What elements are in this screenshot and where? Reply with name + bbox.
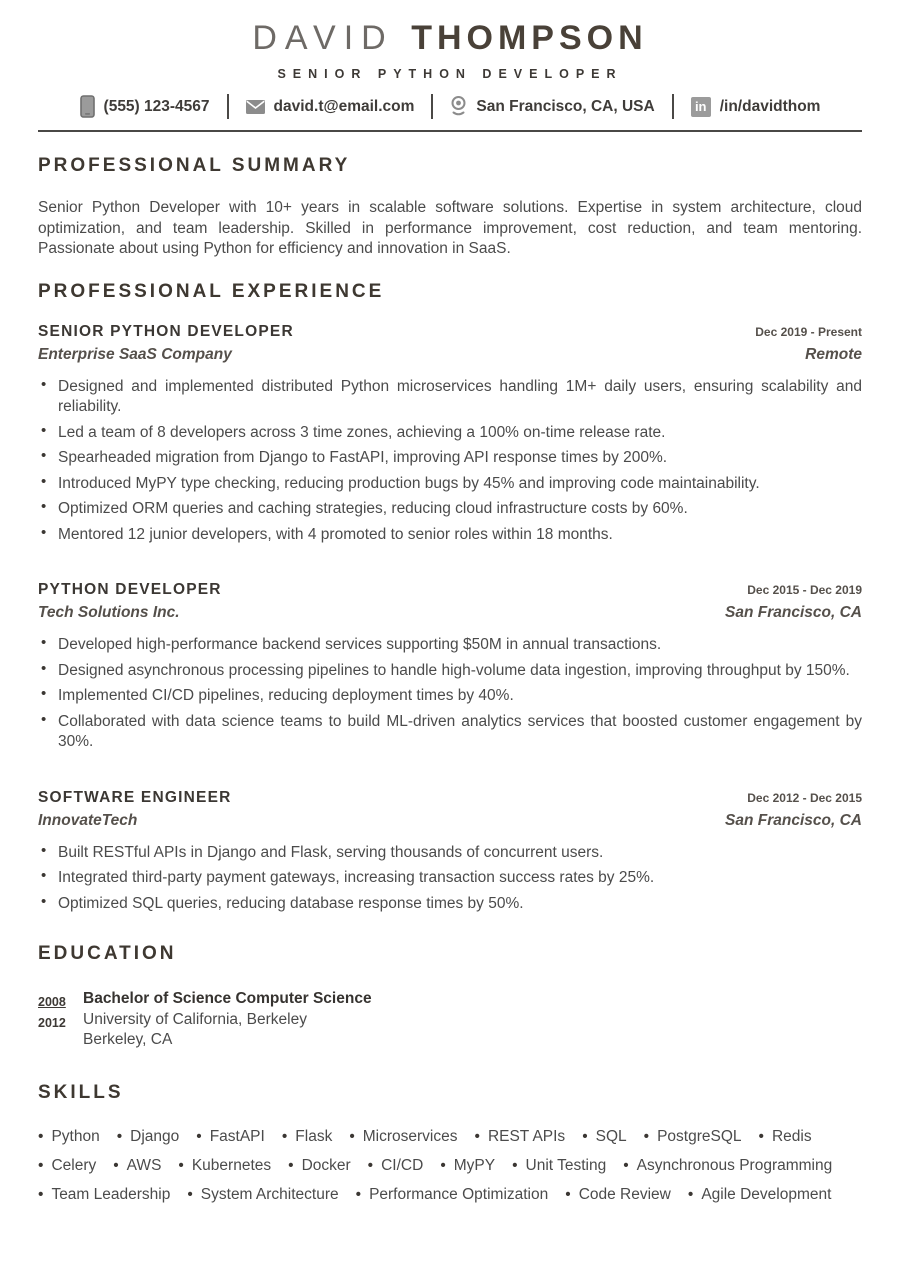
contact-divider [431,94,433,119]
education-degree: Bachelor of Science Computer Science [83,990,372,1007]
job-company: Tech Solutions Inc. [38,604,180,621]
candidate-last-name: THOMPSON [411,19,648,57]
candidate-first-name: DAVID [252,19,394,57]
job-bullet: • Introduced MyPY type checking, reducing production bugs by 45% and improving code maintainability. [38,474,862,495]
job-bullet: • Designed asynchronous processing pipelines to handle high-volume data ingestion, improving throughput by 150%. [38,661,862,682]
skill-item: • Python [38,1128,100,1146]
skill-item: • MyPY [440,1157,495,1175]
location-pin-icon [450,95,467,118]
education-start-year: 2008 [38,995,66,1009]
envelope-icon [246,100,265,114]
education-heading: EDUCATION [38,943,177,964]
skill-item: • Performance Optimization [356,1186,549,1204]
email-address: david.t@email.com [273,97,415,115]
job-company: InnovateTech [38,811,138,829]
header-divider-line [38,130,862,132]
section-skills [38,1082,862,1204]
education-details [83,989,372,1051]
skill-item: • Unit Testing [512,1157,606,1175]
job-bullet-list [38,635,862,753]
skill-item: • Docker [288,1157,351,1175]
job-bullet: • Optimized SQL queries, reducing database response times by 50%. [38,894,862,915]
job-bullet: • Collaborated with data science teams to build ML-driven analytics services that boosted customer engagement by 30%. [38,712,862,753]
job-bullet: • Implemented CI/CD pipelines, reducing deployment times by 40%. [38,686,862,707]
section-education [38,943,862,1051]
skill-item: • Redis [759,1128,812,1146]
job-title: SOFTWARE ENGINEER [38,788,232,806]
skill-item: • Agile Development [688,1186,832,1204]
job-entry [38,581,862,753]
skills-list [38,1128,862,1204]
job-company: Enterprise SaaS Company [38,345,232,363]
job-title: SENIOR PYTHON DEVELOPER [38,322,294,340]
job-subheader-row [38,346,862,364]
skill-item: • Celery [38,1157,96,1175]
education-entry [38,989,862,1051]
contact-phone [80,95,210,118]
job-header-row [38,323,862,341]
phone-icon [80,95,95,118]
skill-item: • Kubernetes [178,1157,271,1175]
job-dates: Dec 2019 - Present [755,324,862,339]
summary-text: Senior Python Developer with 10+ years in scalable software solutions. Expertise in system architecture, cloud optimization, and team leadership. Skilled in performance improvement, cost reduction, and team mentoring. Passionate about using Python for efficiency and innovation in SaaS. [38,199,862,257]
candidate-job-title: SENIOR PYTHON DEVELOPER [277,67,623,81]
job-title: PYTHON DEVELOPER [38,581,222,598]
candidate-name [38,18,862,58]
job-bullet-list [38,843,862,915]
job-location: San Francisco, CA [725,811,862,829]
linkedin-icon: in [691,97,711,117]
skill-item: • Django [117,1128,180,1146]
job-subheader-row [38,604,862,622]
skill-item: • REST APIs [475,1128,566,1146]
linkedin-handle: /in/davidthom [719,97,821,115]
education-school: University of California, Berkeley [83,1010,307,1028]
contact-location [450,95,654,118]
skill-item: • Team Leadership [38,1186,170,1204]
job-bullet-list [38,377,862,546]
skill-item: • Asynchronous Programming [623,1157,832,1175]
education-years [38,989,70,1051]
job-bullet: • Developed high-performance backend services supporting $50M in annual transactions. [38,635,862,656]
summary-heading: PROFESSIONAL SUMMARY [38,155,351,176]
section-professional-experience [38,281,862,915]
skills-heading: SKILLS [38,1081,124,1103]
job-location: Remote [805,345,862,363]
job-location: San Francisco, CA [725,604,862,621]
job-header-row [38,789,862,807]
education-location: Berkeley, CA [83,1031,173,1048]
contact-divider [227,94,229,119]
job-bullet: • Optimized ORM queries and caching strategies, reducing cloud infrastructure costs by 60%. [38,499,862,520]
skill-item: • System Architecture [187,1186,338,1204]
skill-item: • Code Review [565,1186,671,1204]
job-entry [38,323,862,546]
section-professional-summary [38,155,862,260]
skill-item: • Flask [282,1128,332,1146]
education-end-year: 2012 [38,1015,66,1030]
phone-number: (555) 123-4567 [103,97,210,115]
job-dates: Dec 2015 - Dec 2019 [747,583,862,597]
skill-item: • AWS [113,1157,161,1175]
location-text: San Francisco, CA, USA [476,97,655,115]
job-dates: Dec 2012 - Dec 2015 [747,790,862,805]
job-bullet: • Mentored 12 junior developers, with 4 promoted to senior roles within 18 months. [38,525,862,546]
experience-heading: PROFESSIONAL EXPERIENCE [38,280,385,302]
contact-divider [672,94,674,119]
contact-email [246,98,415,116]
resume-header [38,18,862,132]
job-bullet: • Spearheaded migration from Django to FastAPI, improving API response times by 200%. [38,448,862,469]
contact-linkedin [691,97,821,117]
job-bullet: • Led a team of 8 developers across 3 time zones, achieving a 100% on-time release rate. [38,423,862,444]
job-bullet: • Integrated third-party payment gateways, increasing transaction success rates by 25%. [38,868,862,889]
job-subheader-row [38,812,862,830]
job-entry [38,789,862,915]
job-header-row [38,581,862,599]
skill-item: • Microservices [349,1128,457,1146]
skill-item: • CI/CD [368,1157,424,1175]
job-bullet: • Built RESTful APIs in Django and Flask, serving thousands of concurrent users. [38,843,862,864]
skill-item: • SQL [582,1128,626,1146]
skill-item: • PostgreSQL [644,1128,742,1146]
skill-item: • FastAPI [196,1128,265,1146]
contact-bar [38,94,862,119]
job-bullet: • Designed and implemented distributed Python microservices handling 1M+ daily users, ensuring scalability and reliability. [38,377,862,418]
